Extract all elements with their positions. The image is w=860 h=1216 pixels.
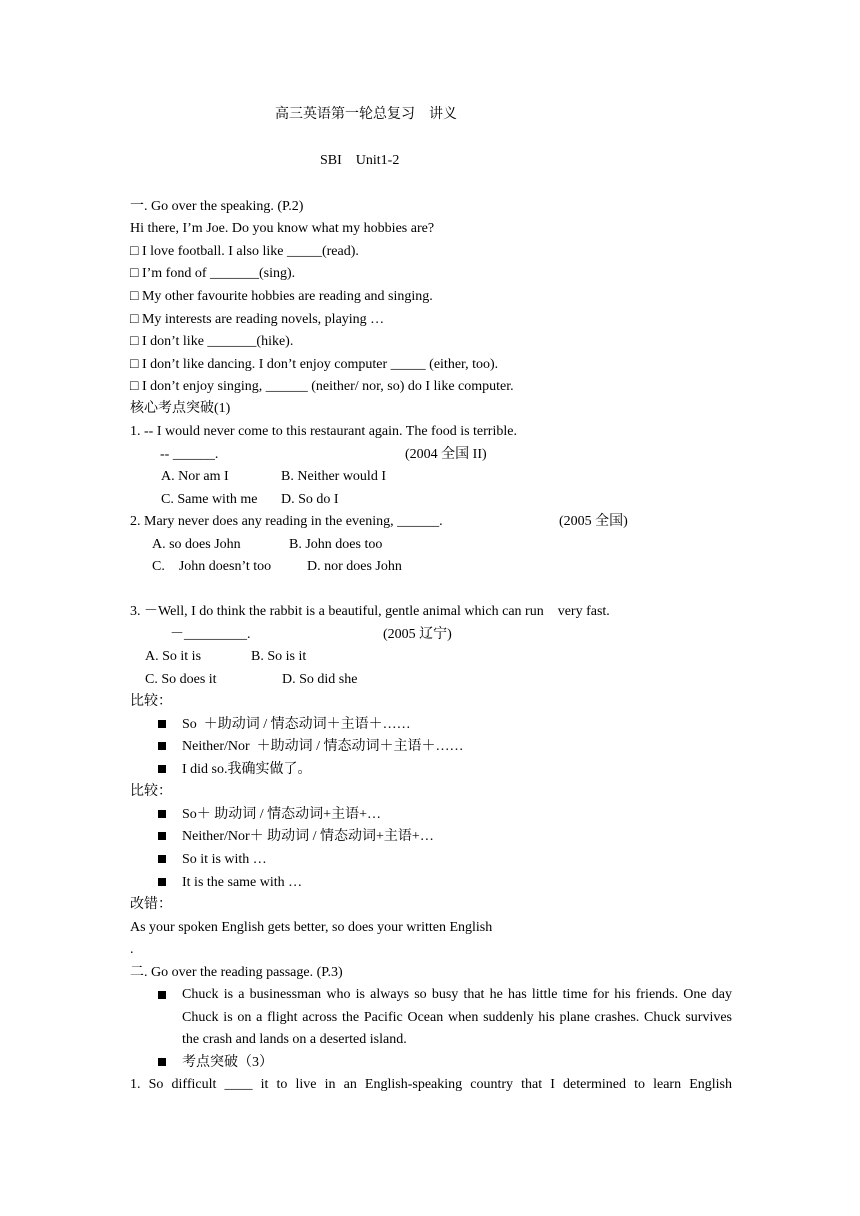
bullet-square-icon <box>158 1058 166 1066</box>
section1-heading: 一. Go over the speaking. (P.2) <box>130 199 304 214</box>
core-heading-3: 考点突破（3） <box>182 1055 273 1070</box>
checklist-item: □ I don’t like dancing. I don’t enjoy computer _____ (either, too). <box>130 357 499 372</box>
checklist-item: □ I don’t like _______(hike). <box>130 334 294 349</box>
correction-sentence: As your spoken English gets better, so does your written English <box>130 920 493 935</box>
checklist-item: □ My interests are reading novels, playing … <box>130 312 385 327</box>
page-subtitle: SBI Unit1-2 <box>320 153 400 168</box>
checklist-item: □ I don’t enjoy singing, ______ (neither/ nor, so) do I like computer. <box>130 379 514 394</box>
bullet-square-icon <box>158 855 166 863</box>
bullet-square-icon <box>158 878 166 886</box>
compare-item: It is the same with … <box>182 875 303 890</box>
bullet-square-icon <box>158 765 166 773</box>
section2-heading: 二. Go over the reading passage. (P.3) <box>130 965 343 980</box>
section1-intro: Hi there, I’m Joe. Do you know what my hobbies are? <box>130 221 435 236</box>
compare-label: 比较： <box>130 784 172 799</box>
compare-item: So＋ 助动词 / 情态动词+主语+… <box>182 807 381 822</box>
bullet-square-icon <box>158 810 166 818</box>
bullet-square-icon <box>158 720 166 728</box>
question-3-blank: －_________. <box>170 627 251 642</box>
compare-item: Neither/Nor ＋助动词 / 情态动词＋主语＋…… <box>182 739 464 754</box>
compare-item: I did so.我确实做了。 <box>182 762 312 777</box>
checklist-item: □ I’m fond of _______(sing). <box>130 266 296 281</box>
question-1-option-a: A. Nor am I <box>161 469 229 484</box>
question-3-stem: 3. －Well, I do think the rabbit is a beautiful, gentle animal which can run very fast. <box>130 604 610 619</box>
question-1-source: (2004 全国 II) <box>405 447 487 462</box>
question-1-option-d: D. So do I <box>281 492 339 507</box>
question-1-option-b: B. Neither would I <box>281 469 386 484</box>
question-2-source: (2005 全国) <box>559 514 628 529</box>
question-3-option-b: B. So is it <box>251 649 307 664</box>
compare-item: So it is with … <box>182 852 267 867</box>
question-1-stem: 1. -- I would never come to this restaurant again. The food is terrible. <box>130 424 517 439</box>
question-3-option-a: A. So it is <box>145 649 202 664</box>
question-1-blank: -- ______. <box>160 447 219 462</box>
section2-question-1-stem: 1. So difficult ____ it to live in an English-speaking country that I determined to learn English <box>130 1077 732 1092</box>
question-2-option-b: B. John does too <box>289 537 383 552</box>
bullet-square-icon <box>158 742 166 750</box>
question-3-option-c: C. So does it <box>145 672 217 687</box>
question-1-option-c: C. Same with me <box>161 492 258 507</box>
core-heading: 核心考点突破(1) <box>130 401 231 416</box>
checklist-item: □ I love football. I also like _____(read). <box>130 244 359 259</box>
compare-label: 比较： <box>130 694 172 709</box>
bullet-square-icon <box>158 832 166 840</box>
question-2-option-a: A. so does John <box>152 537 241 552</box>
question-2-stem: 2. Mary never does any reading in the evening, ______. <box>130 514 443 529</box>
correction-dot: . <box>130 942 134 957</box>
question-3-option-d: D. So did she <box>282 672 358 687</box>
question-2-option-c: C. John doesn’t too <box>152 559 272 574</box>
bullet-square-icon <box>158 991 166 999</box>
compare-item: So ＋助动词 / 情态动词＋主语＋…… <box>182 717 411 732</box>
question-3-source: (2005 辽宁) <box>383 627 452 642</box>
question-2-option-d: D. nor does John <box>307 559 402 574</box>
reading-summary-paragraph: Chuck is a businessman who is always so busy that he has little time for his friends. One day Chuck is on a flight across the Pacific Ocean when suddenly his plane crashes. Chuck survives the crash and lands on a deserted island. <box>182 987 732 1048</box>
page-title: 高三英语第一轮总复习 讲义 <box>275 107 457 122</box>
compare-item: Neither/Nor＋ 助动词 / 情态动词+主语+… <box>182 829 434 844</box>
correction-label: 改错： <box>130 897 172 912</box>
checklist-item: □ My other favourite hobbies are reading and singing. <box>130 289 433 304</box>
